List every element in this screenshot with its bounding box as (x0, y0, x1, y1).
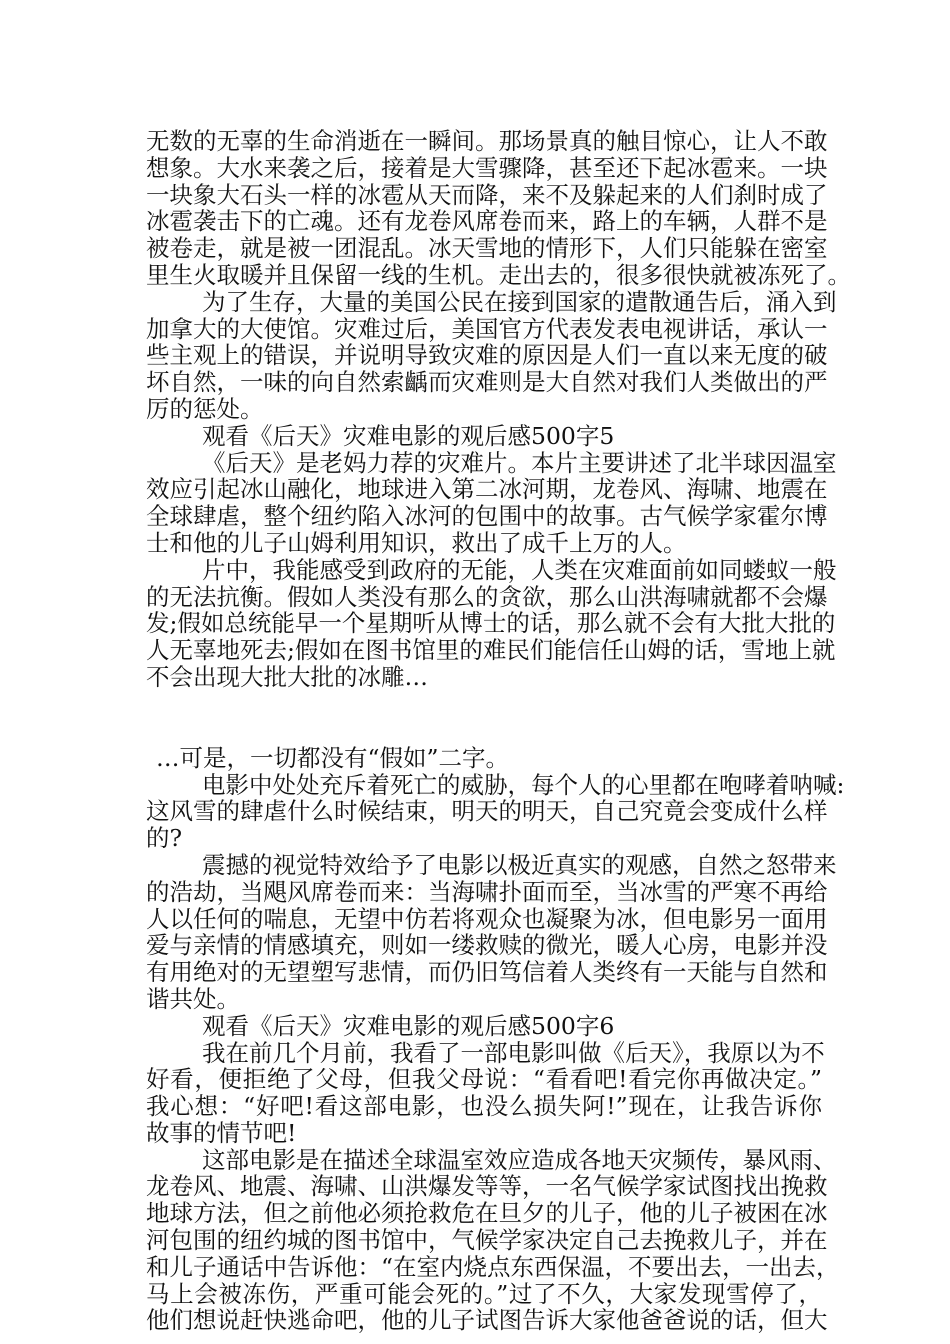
text-line: 好看，便拒绝了父母，但我父母说：“看看吧!看完你再做决定。” (146, 1065, 822, 1094)
text-block-2 (146, 743, 845, 1335)
text-line: 被卷走，就是被一团混乱。冰天雪地的情形下，人们只能躲在密室 (146, 234, 828, 263)
paragraph-start-line: 《后天》是老妈力荐的灾难片。本片主要讲述了北半球因温室 (202, 448, 837, 477)
text-line: 加拿大的大使馆。灾难过后，美国官方代表发表电视讲话，承认一 (146, 314, 828, 343)
text-line: 人以任何的喘息，无望中仿若将观众也凝聚为冰，但电影另一面用 (146, 904, 828, 933)
text-line: 地球方法，但之前他必须抢救危在旦夕的儿子，他的儿子被困在冰 (146, 1199, 828, 1228)
paragraph-start-line: 电影中处处充斥着死亡的威胁，每个人的心里都在咆哮着呐喊: (202, 770, 845, 799)
text-line: 我心想：“好吧!看这部电影，也没么损失阿!”现在，让我告诉你 (146, 1092, 822, 1121)
paragraph-start-line: 这部电影是在描述全球温室效应造成各地天灾频传，暴风雨、 (202, 1145, 837, 1174)
paragraph-start-line: 为了生存，大量的美国公民在接到国家的遣散通告后，涌入到 (202, 287, 837, 316)
text-line: 的? (146, 824, 183, 853)
text-line: 发;假如总统能早一个星期听从博士的话，那么就不会有大批大批的 (146, 609, 836, 638)
text-line: 无数的无辜的生命消逝在一瞬间。那场景真的触目惊心，让人不敢 (146, 127, 828, 155)
text-line: 的无法抗衡。假如人类没有那么的贪欲，那么山洪海啸就都不会爆 (146, 582, 828, 611)
paragraph-start-line: 片中，我能感受到政府的无能，人类在灾难面前如同蝼蚁一般 (202, 555, 837, 584)
text-line: 龙卷风、地震、海啸、山洪爆发等等，一名气候学家试图找出挽救 (146, 1172, 828, 1201)
text-block-1 (146, 127, 851, 691)
text-line: 马上会被冻伤，严重可能会死的。”过了不久，大家发现雪停了， (146, 1279, 822, 1308)
text-line: 河包围的纽约城的图书馆中，气候学家决定自己去挽救儿子，并在 (146, 1226, 828, 1255)
text-line: 厉的惩处。 (146, 394, 264, 423)
text-line: 爱与亲情的情感填充，则如一缕救赎的微光，暖人心房，电影并没 (146, 931, 828, 960)
text-line: 和儿子通话中告诉他：“在室内烧点东西保温，不要出去，一出去， (146, 1252, 840, 1281)
paragraph-start-line: 震撼的视觉特效给予了电影以极近真实的观感，自然之怒带来 (202, 850, 837, 879)
paragraph-start-line: 我在前几个月前，我看了一部电影叫做《后天》，我原以为不 (202, 1038, 825, 1067)
text-line: 坏自然，一味的向自然索齲而灾难则是大自然对我们人类做出的严 (146, 368, 828, 397)
text-line: 故事的情节吧! (146, 1118, 297, 1147)
text-line: 些主观上的错误，并说明导致灾难的原因是人们一直以来无度的破 (146, 341, 828, 370)
text-line: 的浩劫，当飓风席卷而来：当海啸扑面而至，当冰雪的严寒不再给 (146, 877, 828, 906)
text-line: 效应引起冰山融化，地球进入第二冰河期，龙卷风、海啸、地震在 (146, 475, 828, 504)
text-line: 这风雪的肆虐什么时候结束，明天的明天，自己究竟会变成什么样 (146, 797, 828, 826)
text-line: 士和他的儿子山姆利用知识，救出了成千上万的人。 (146, 528, 687, 557)
text-line: 他们想说赶快逃命吧，他的儿子试图告诉大家他爸爸说的话，但大 (146, 1306, 828, 1335)
text-line: …可是，一切都没有“假如”二字。 (156, 743, 510, 772)
text-line: 人无辜地死去;假如在图书馆里的难民们能信任山姆的话，雪地上就 (146, 636, 836, 665)
text-line: 有用绝对的无望塑写悲情，而仍旧笃信着人类终有一天能与自然和 (146, 958, 828, 987)
paragraph-gap (146, 691, 822, 745)
text-line: 不会出现大批大批的冰雕… (146, 662, 428, 691)
text-line: 想象。大水来袭之后，接着是大雪骤降，甚至还下起冰雹来。一块 (146, 153, 828, 182)
text-line: 全球肆虐，整个纽约陷入冰河的包围中的故事。古气候学家霍尔博 (146, 502, 828, 531)
document-page (146, 127, 851, 1335)
text-line: 冰雹袭击下的亡魂。还有龙卷风席卷而来，路上的车辆，人群不是 (146, 207, 828, 236)
section-heading-5: 观看《后天》灾难电影的观后感500字5 (202, 421, 615, 450)
text-line: 谐共处。 (146, 984, 240, 1013)
text-line: 一块象大石头一样的冰雹从天而降，来不及躲起来的人们刹时成了 (146, 180, 828, 209)
text-line: 里生火取暖并且保留一线的生机。走出去的，很多很快就被冻死了。 (146, 260, 851, 289)
section-heading-6: 观看《后天》灾难电影的观后感500字6 (202, 1011, 615, 1040)
